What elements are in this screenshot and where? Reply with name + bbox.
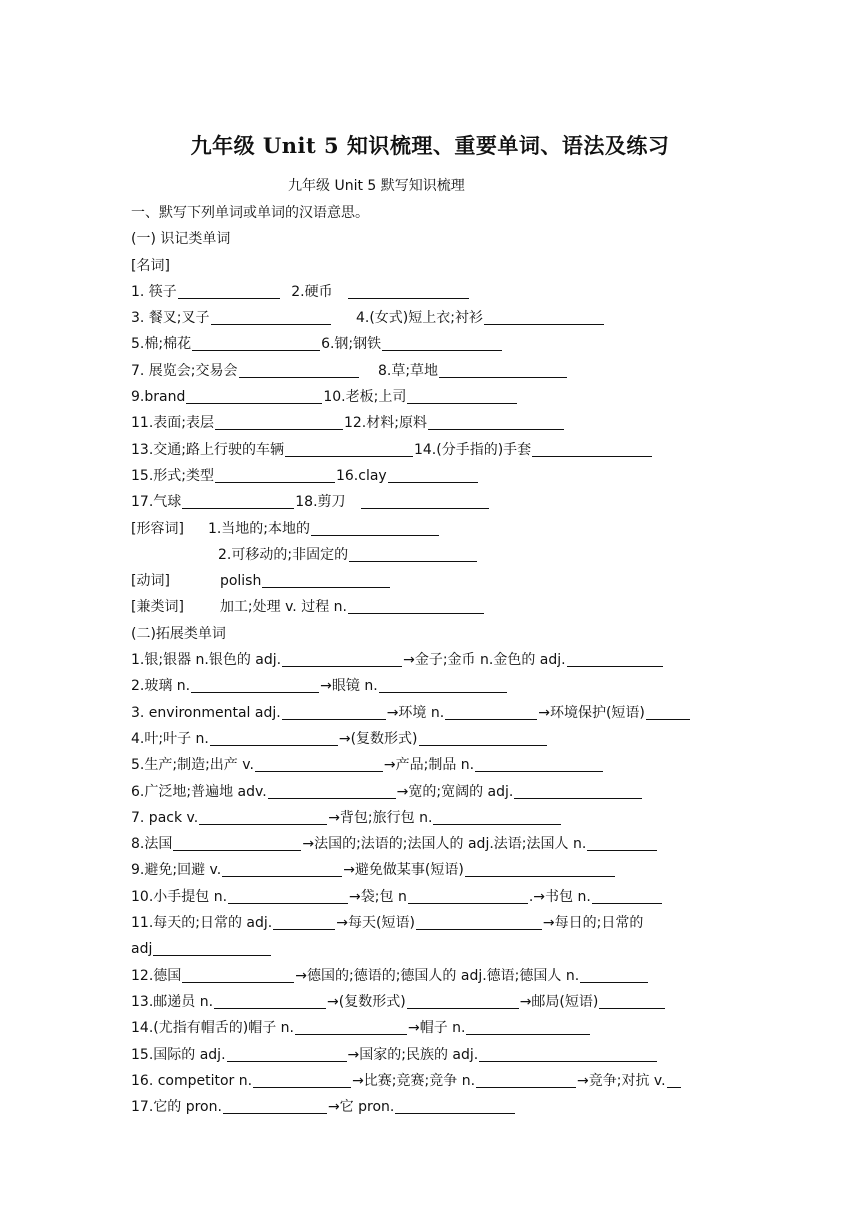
exercise-line	[131, 384, 731, 410]
item-text: →背包;旅行包 n.	[328, 809, 433, 826]
item-text: 9.brand	[131, 389, 186, 406]
exercise-line	[131, 279, 731, 305]
answer-blank[interactable]	[228, 887, 348, 904]
item-text: 11.表面;表层	[131, 415, 214, 432]
item-text: →比赛;竞赛;竞争 n.	[352, 1072, 476, 1089]
answer-blank[interactable]	[227, 1045, 347, 1062]
item-text: 6.广泛地;普遍地 adv.	[131, 783, 267, 800]
answer-blank[interactable]	[262, 571, 390, 588]
item-text: 5.棉;棉花	[131, 336, 192, 353]
item-text: →它 pron.	[327, 1099, 395, 1116]
item-text: 10.小手提包 n.	[131, 888, 228, 905]
exercise-line	[131, 805, 731, 831]
item-text: →袋;包 n	[349, 888, 407, 905]
answer-blank[interactable]	[182, 966, 294, 983]
answer-blank[interactable]	[178, 282, 280, 299]
exercise-line	[131, 752, 731, 778]
adj-tag: [形容词]	[131, 520, 184, 537]
item-text: 15.形式;类型	[131, 467, 214, 484]
answer-blank[interactable]	[484, 308, 604, 325]
exercise-line	[131, 647, 731, 673]
item-text: 13.邮递员 n.	[131, 993, 214, 1010]
item-text: 12.德国	[131, 967, 182, 984]
answer-blank[interactable]	[191, 676, 319, 693]
answer-blank[interactable]	[311, 519, 439, 536]
answer-blank[interactable]	[567, 650, 663, 667]
answer-blank[interactable]	[379, 676, 507, 693]
item-text: →避免做某事(短语)	[343, 862, 464, 879]
exercise-line	[131, 305, 731, 331]
exercise-line	[131, 963, 731, 989]
answer-blank[interactable]	[419, 729, 547, 746]
item-text: 3. 餐叉;叉子	[131, 310, 210, 327]
exercise-line	[131, 1015, 731, 1041]
item-text: 8.草;草地	[377, 362, 439, 379]
exercise-line	[131, 1042, 731, 1068]
answer-blank[interactable]	[215, 413, 343, 430]
item-text: 15.国际的 adj.	[131, 1046, 226, 1063]
answer-blank[interactable]	[210, 729, 338, 746]
answer-blank[interactable]	[348, 597, 484, 614]
answer-blank[interactable]	[428, 413, 564, 430]
item-text: 14.(尤指有帽舌的)帽子 n.	[131, 1020, 294, 1037]
answer-blank[interactable]	[295, 1018, 407, 1035]
answer-blank[interactable]	[445, 703, 537, 720]
exercise-line	[131, 673, 731, 699]
answer-blank[interactable]	[407, 992, 519, 1009]
exercise-line	[131, 726, 731, 752]
item-text: →环境保护(短语)	[538, 704, 645, 721]
exercise-line	[131, 1068, 731, 1094]
item-text: →法国的;法语的;法国人的 adj.法语;法国人 n.	[302, 836, 587, 853]
item-text: →帽子 n.	[407, 1020, 466, 1037]
item-text: 3. environmental adj.	[131, 704, 281, 721]
exercise-line	[131, 358, 731, 384]
exercise-line	[131, 884, 731, 910]
answer-blank[interactable]	[388, 466, 478, 483]
exercise-line	[131, 910, 731, 936]
answer-blank[interactable]	[223, 1097, 327, 1114]
answer-blank[interactable]	[349, 545, 477, 562]
exercise-line	[131, 831, 731, 857]
item-text: →(复数形式)	[327, 993, 406, 1010]
answer-blank[interactable]	[282, 650, 402, 667]
answer-blank[interactable]	[476, 1071, 576, 1088]
answer-blank[interactable]	[199, 808, 327, 825]
answer-blank[interactable]	[186, 387, 322, 404]
item-text: .→书包 n.	[528, 888, 591, 905]
answer-blank[interactable]	[532, 440, 652, 457]
item-text: 4.叶;叶子 n.	[131, 730, 209, 747]
item-text: →德国的;德语的;德国人的 adj.德语;德国人 n.	[295, 967, 580, 984]
answer-blank[interactable]	[214, 992, 326, 1009]
item-text: 16. competitor n.	[131, 1072, 253, 1089]
answer-blank[interactable]	[514, 782, 642, 799]
answer-blank[interactable]	[479, 1045, 657, 1062]
item-text: 2.玻璃 n.	[131, 678, 191, 695]
item-text: 1.当地的;本地的	[207, 520, 311, 537]
item-text: 7. 展览会;交易会	[131, 362, 238, 379]
answer-blank[interactable]	[285, 440, 413, 457]
answer-blank[interactable]	[646, 703, 690, 720]
item-text: 1. 筷子	[131, 283, 177, 300]
subsection-heading: (一) 识记类单词	[131, 231, 231, 248]
item-text: 10.老板;上司	[323, 389, 407, 406]
answer-blank[interactable]	[273, 913, 335, 930]
item-text: 12.材料;原料	[343, 415, 427, 432]
exercise-line	[131, 410, 731, 436]
item-text: 13.交通;路上行驶的车辆	[131, 441, 284, 458]
answer-blank[interactable]	[215, 466, 335, 483]
item-text: 17.气球	[131, 494, 182, 511]
item-text: 5.生产;制造;出产 v.	[131, 757, 254, 774]
exercise-line	[131, 516, 731, 542]
exercise-line	[131, 594, 731, 620]
answer-blank[interactable]	[182, 492, 294, 509]
multi-tag: [兼类词]	[131, 599, 184, 616]
item-text: →金子;金币 n.金色的 adj.	[403, 652, 566, 669]
answer-blank[interactable]	[416, 913, 542, 930]
exercise-line	[131, 489, 731, 515]
answer-blank[interactable]	[211, 308, 331, 325]
answer-blank[interactable]	[407, 387, 517, 404]
item-text: 18.剪刀	[295, 494, 346, 511]
item-text: 加工;处理 v. 过程 n.	[219, 599, 347, 616]
item-text: 7. pack v.	[131, 809, 199, 826]
exercise-line	[131, 936, 731, 962]
item-text: 17.它的 pron.	[131, 1099, 222, 1116]
answer-blank[interactable]	[253, 1071, 351, 1088]
item-text: polish	[219, 573, 262, 590]
item-text: →环境 n.	[386, 704, 445, 721]
answer-blank[interactable]	[282, 703, 386, 720]
exercise-line	[131, 463, 731, 489]
answer-blank[interactable]	[465, 860, 615, 877]
answer-blank[interactable]	[361, 492, 489, 509]
noun-tag: [名词]	[131, 257, 170, 274]
answer-blank[interactable]	[599, 992, 665, 1009]
item-text: 1.银;银器 n.银色的 adj.	[131, 652, 282, 669]
item-text: 11.每天的;日常的 adj.	[131, 915, 273, 932]
document-subtitle: 九年级 Unit 5 默写知识梳理	[288, 178, 465, 194]
answer-blank[interactable]	[667, 1071, 681, 1088]
answer-blank[interactable]	[382, 334, 502, 351]
answer-blank[interactable]	[255, 755, 383, 772]
exercise-line	[131, 437, 731, 463]
answer-blank[interactable]	[222, 860, 342, 877]
answer-blank[interactable]	[587, 834, 657, 851]
item-text: →眼镜 n.	[320, 678, 378, 695]
item-text: →国家的;民族的 adj.	[347, 1046, 479, 1063]
exercise-line	[131, 700, 731, 726]
item-text: →宽的;宽阔的 adj.	[396, 783, 514, 800]
exercise-line	[131, 568, 731, 594]
document-title: 九年级 Unit 5 知识梳理、重要单词、语法及练习	[190, 133, 670, 158]
answer-blank[interactable]	[580, 966, 648, 983]
item-text: 8.法国	[131, 836, 173, 853]
item-text: →(复数形式)	[338, 730, 418, 747]
item-text: →每日的;日常的	[542, 915, 644, 932]
exercise-line	[131, 542, 731, 568]
section-heading: 一、默写下列单词或单词的汉语意思。	[131, 205, 369, 221]
answer-blank[interactable]	[173, 834, 301, 851]
worksheet-content	[131, 200, 731, 1120]
answer-blank[interactable]	[395, 1097, 515, 1114]
item-text: →邮局(短语)	[519, 993, 599, 1010]
item-text: →每天(短语)	[336, 915, 415, 932]
answer-blank[interactable]	[439, 361, 567, 378]
item-text: 6.钢;钢铁	[321, 336, 382, 353]
answer-blank[interactable]	[408, 887, 528, 904]
exercise-line	[131, 779, 731, 805]
exercise-line	[131, 857, 731, 883]
item-text: 4.(女式)短上衣;衬衫	[355, 310, 483, 327]
item-text: →竞争;对抗 v.	[577, 1072, 666, 1089]
item-text: 14.(分手指的)手套	[413, 441, 532, 458]
item-text: adj	[131, 941, 153, 958]
answer-blank[interactable]	[433, 808, 561, 825]
answer-blank[interactable]	[592, 887, 662, 904]
answer-blank[interactable]	[268, 782, 396, 799]
answer-blank[interactable]	[348, 282, 469, 299]
answer-blank[interactable]	[153, 939, 271, 956]
item-text: →产品;制品 n.	[383, 757, 475, 774]
exercise-line	[131, 331, 731, 357]
verb-tag: [动词]	[131, 573, 170, 590]
item-text: 2.硬币	[291, 283, 333, 300]
answer-blank[interactable]	[192, 334, 320, 351]
item-text: 9.避免;回避 v.	[131, 862, 222, 879]
answer-blank[interactable]	[466, 1018, 590, 1035]
subsection-heading: (二)拓展类单词	[131, 625, 226, 642]
item-text: 2.可移动的;非固定的	[218, 546, 349, 563]
exercise-line	[131, 989, 731, 1015]
answer-blank[interactable]	[239, 361, 359, 378]
item-text: 16.clay	[335, 467, 387, 484]
exercise-line	[131, 1094, 731, 1120]
answer-blank[interactable]	[475, 755, 603, 772]
